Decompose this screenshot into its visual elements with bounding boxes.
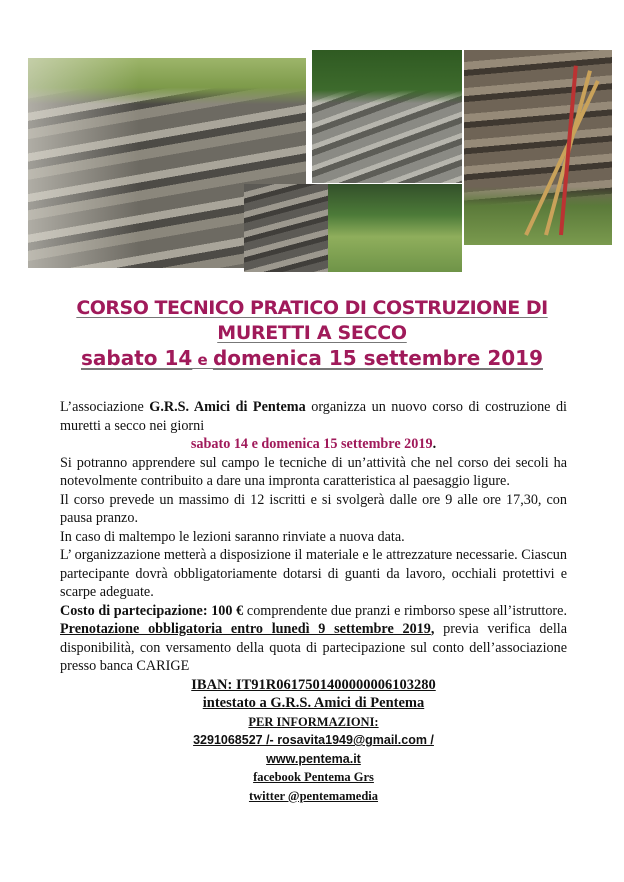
website-link[interactable]: www.pentema.it bbox=[266, 751, 361, 766]
flyer-title bbox=[40, 296, 584, 373]
title-date-connector: e bbox=[192, 351, 213, 369]
weather-paragraph: In caso di maltempo le lezioni saranno rinviate a nuova data. bbox=[60, 528, 405, 545]
info-label: PER INFORMAZIONI: bbox=[248, 714, 379, 729]
title-dates bbox=[81, 346, 543, 370]
description-paragraph: Si potranno apprendere sul campo le tecniche di un’attività che nel corso dei secoli ha notevolmente contribuito a dare una impronta caratteristica al paesaggio ligure. bbox=[60, 454, 567, 489]
title-line-2: MURETTI A SECCO bbox=[217, 322, 407, 344]
contact-block bbox=[60, 676, 567, 806]
dates-period: . bbox=[432, 436, 437, 452]
title-date-2: domenica 15 settembre 2019 bbox=[212, 346, 543, 370]
stones-photo bbox=[244, 184, 328, 272]
booking-text: previa verifica della disponibilità, con versamento della quota di partecipazione sul conto dell’associazione presso banca CARIGE bbox=[60, 621, 567, 674]
schedule-paragraph: Il corso prevede un massimo di 12 iscritti e si svolgerà dalle ore 9 alle ore 17,30, con pausa pranzo. bbox=[60, 491, 567, 526]
title-date-1: sabato 14 bbox=[81, 346, 193, 370]
title-line-1: CORSO TECNICO PRATICO DI COSTRUZIONE DI bbox=[76, 297, 548, 319]
organization-name: G.R.S. Amici di Pentema bbox=[149, 399, 306, 415]
intro-paragraph bbox=[60, 398, 567, 435]
cost-label: Costo di partecipazione: 100 € bbox=[60, 602, 244, 619]
intro-post: organizza un nuovo corso di costruzione di muretti a secco nei giorni bbox=[60, 399, 568, 434]
account-holder: intestato a G.R.S. Amici di Pentema bbox=[202, 695, 425, 711]
booking-comma: , bbox=[430, 621, 435, 637]
twitter-link[interactable]: twitter @pentemamedia bbox=[248, 788, 379, 803]
booking-deadline: Prenotazione obbligatoria entro lunedì 9 settembre 2019 bbox=[60, 621, 431, 637]
intro-pre: L’associazione bbox=[60, 399, 150, 415]
cost-paragraph bbox=[60, 602, 567, 676]
iban: IBAN: IT91R0617501400000006103280 bbox=[191, 676, 436, 693]
flyer-body bbox=[60, 398, 567, 805]
terrace-wall-photo bbox=[312, 50, 462, 183]
course-participants-photo bbox=[328, 184, 462, 272]
equipment-paragraph: L’ organizzazione metterà a disposizione il materiale e le attrezzature necessarie. Ciascun partecipante dovrà obbligatoriamente dotarsi di guanti da lavoro, occhiali protettivi e scarpe adeguate. bbox=[60, 547, 567, 600]
course-dates: sabato 14 e domenica 15 settembre 2019 bbox=[190, 436, 433, 452]
cost-text: comprendente due pranzi e rimborso spese all’istruttore. bbox=[243, 602, 567, 619]
tools-photo bbox=[464, 50, 612, 245]
phone-email-link[interactable]: 3291068527 /- rosavita1949@gmail.com / bbox=[193, 733, 434, 747]
facebook-link[interactable]: facebook Pentema Grs bbox=[253, 770, 374, 784]
